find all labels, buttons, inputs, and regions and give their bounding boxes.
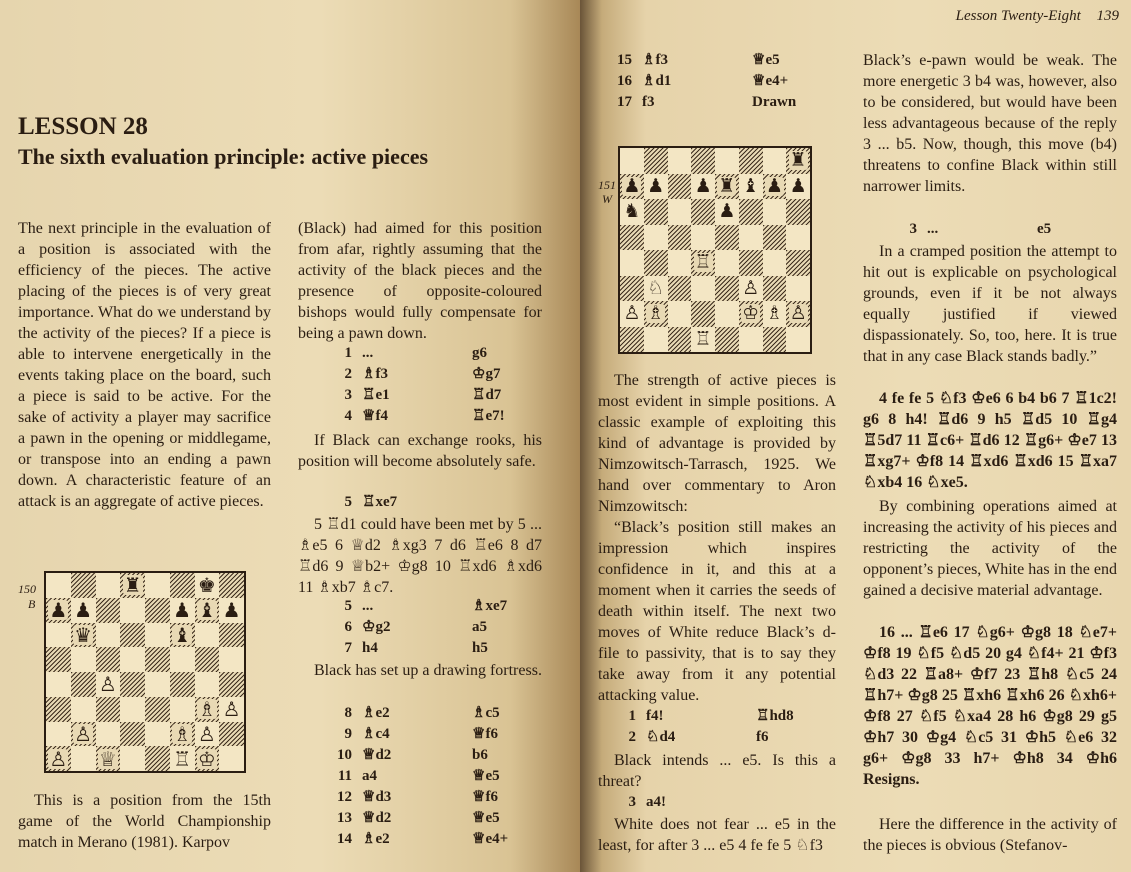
board-square — [786, 174, 810, 200]
board-square — [46, 722, 71, 747]
board-square — [644, 327, 668, 353]
move-number: 12 — [337, 789, 352, 805]
board-square — [145, 647, 170, 672]
chess-piece-icon: ♙ — [623, 302, 641, 325]
move-number: 3 — [909, 221, 917, 237]
board-square — [120, 598, 145, 623]
board-square — [96, 746, 121, 771]
black-move: e5 — [1037, 221, 1052, 237]
move-number: 17 — [617, 94, 632, 110]
board-square — [219, 647, 244, 672]
white-move: ♗c4 — [362, 726, 390, 742]
chess-diagram-151 — [618, 146, 812, 354]
board-square — [195, 647, 220, 672]
chess-piece-icon: ♕ — [98, 746, 117, 771]
black-move: ♕e4+ — [472, 831, 509, 847]
move-row — [318, 703, 508, 724]
board-square — [145, 623, 170, 648]
white-move: ♘d4 — [646, 729, 676, 745]
moves-list-8 — [883, 219, 1051, 240]
chess-piece-icon: ♟ — [765, 174, 783, 197]
board-square — [620, 199, 644, 225]
chess-piece-icon: ♟ — [718, 200, 736, 223]
chess-piece-icon: ♝ — [197, 598, 216, 623]
move-row — [598, 92, 796, 113]
board-square — [715, 250, 739, 276]
board-square — [620, 301, 644, 327]
chess-piece-icon: ♙ — [98, 672, 117, 697]
chess-piece-icon: ♙ — [742, 276, 760, 299]
move-row — [602, 706, 794, 727]
moves-list-3 — [318, 596, 507, 659]
move-row — [318, 406, 505, 427]
board-square — [786, 327, 810, 353]
board-square — [195, 623, 220, 648]
chess-piece-icon: ♛ — [74, 622, 93, 647]
moves-list-4 — [318, 703, 508, 850]
white-move: ... — [362, 598, 374, 614]
board-square — [195, 697, 220, 722]
board-square — [120, 623, 145, 648]
black-move: h5 — [472, 640, 488, 656]
board-square — [620, 250, 644, 276]
white-move: h4 — [362, 640, 378, 656]
move-row — [318, 364, 505, 385]
move-number: 9 — [344, 726, 352, 742]
board-square — [219, 672, 244, 697]
right-col1-para3: Black intends ... e5. Is this a threat? — [598, 752, 836, 790]
board-square — [763, 174, 787, 200]
board-square — [96, 672, 121, 697]
board-square — [786, 199, 810, 225]
board-square — [715, 199, 739, 225]
board-square — [739, 250, 763, 276]
white-move: ♗f3 — [642, 52, 668, 68]
black-move: ♗xe7 — [472, 598, 508, 614]
white-move: ♕f4 — [362, 408, 388, 424]
board-square — [145, 672, 170, 697]
chess-piece-icon: ♔ — [742, 302, 760, 325]
move-row — [598, 50, 796, 71]
moves-list-7 — [602, 792, 756, 813]
chess-piece-icon: ♔ — [197, 746, 216, 771]
move-row — [318, 385, 505, 406]
board-square — [644, 301, 668, 327]
board-square — [219, 573, 244, 598]
board-square — [668, 199, 692, 225]
black-move: ♕f6 — [472, 789, 498, 805]
black-move: Drawn — [752, 94, 797, 110]
chess-piece-icon: ♟ — [647, 174, 665, 197]
chess-piece-icon: ♚ — [197, 573, 216, 598]
board-square — [120, 697, 145, 722]
chess-diagram-150 — [44, 571, 246, 773]
board-square — [715, 327, 739, 353]
board-square — [620, 148, 644, 174]
board-square — [739, 199, 763, 225]
board-square — [219, 623, 244, 648]
board-square — [668, 250, 692, 276]
lesson-number: LESSON 28 — [18, 113, 148, 140]
white-move: ♔g2 — [362, 619, 391, 635]
chess-piece-icon: ♝ — [742, 174, 760, 197]
board-square — [71, 697, 96, 722]
move-row — [883, 219, 1051, 240]
board-square — [691, 199, 715, 225]
move-row — [598, 71, 796, 92]
board-square — [739, 174, 763, 200]
board-square — [644, 276, 668, 302]
diagram-151-grid — [620, 148, 810, 352]
move-number: 14 — [337, 831, 352, 847]
board-square — [739, 148, 763, 174]
black-move: ♔g7 — [472, 366, 501, 382]
chess-piece-icon: ♖ — [694, 327, 712, 350]
left-col1-bottom: This is a position from the 15th game of the World Championship match in Merano (1981). Karpov — [18, 792, 271, 851]
move-number: 11 — [337, 768, 352, 784]
right-col1-para1: The strength of active pieces is most evident in simple positions. A classic example of exploiting this kind of advantage is provided by Nimzowitsch-Tarrasch, 1925. We hand over commentary to Aron Nimzowitsch: — [598, 372, 836, 515]
chess-piece-icon: ♟ — [222, 598, 241, 623]
chess-piece-icon: ♙ — [222, 697, 241, 722]
board-square — [71, 647, 96, 672]
move-number: 2 — [344, 366, 352, 382]
board-square — [71, 598, 96, 623]
board-square — [170, 623, 195, 648]
board-square — [739, 276, 763, 302]
left-col2-para3: 5 ♖d1 could have been met by 5 ... ♗e5 6 ♕d2 ♗xg3 7 d6 ♖e6 8 d7 ♖d6 9 ♕b2+ ♔g8 10 ♖xd6 ♗xd6 11 ♗xb7 ♗c7. — [298, 516, 542, 596]
page-number: 139 — [1096, 8, 1119, 24]
board-square — [739, 225, 763, 251]
moves-list-1 — [318, 343, 505, 427]
black-move: ♖d7 — [472, 387, 502, 403]
board-square — [46, 647, 71, 672]
move-row — [318, 829, 508, 850]
diagram-150-side: B — [28, 597, 36, 611]
move-row — [318, 745, 508, 766]
black-move: ♕e4+ — [752, 73, 789, 89]
board-square — [644, 199, 668, 225]
white-move: ... — [927, 221, 939, 237]
board-square — [145, 746, 170, 771]
white-move: a4 — [362, 768, 377, 784]
board-square — [786, 148, 810, 174]
board-square — [739, 301, 763, 327]
board-square — [120, 647, 145, 672]
black-move: ♕e5 — [472, 768, 500, 784]
move-number: 7 — [344, 640, 352, 656]
right-page — [580, 0, 1131, 872]
white-move: ♕d2 — [362, 810, 392, 826]
board-square — [46, 623, 71, 648]
move-number: 1 — [344, 345, 352, 361]
board-square — [170, 746, 195, 771]
board-square — [691, 250, 715, 276]
board-square — [691, 301, 715, 327]
board-square — [145, 598, 170, 623]
chess-piece-icon: ♙ — [789, 302, 807, 325]
chess-piece-icon: ♗ — [173, 721, 192, 746]
board-square — [620, 174, 644, 200]
board-square — [219, 722, 244, 747]
move-number: 1 — [628, 708, 636, 724]
white-move: ... — [362, 345, 374, 361]
board-square — [715, 276, 739, 302]
running-header — [956, 8, 1119, 25]
board-square — [668, 301, 692, 327]
move-row — [602, 792, 756, 813]
chess-piece-icon: ♝ — [173, 622, 192, 647]
board-square — [46, 672, 71, 697]
move-row — [318, 724, 508, 745]
move-number: 2 — [628, 729, 636, 745]
move-number: 6 — [344, 619, 352, 635]
diagram-150-grid — [46, 573, 244, 771]
right-col1-para4: White does not fear ... e5 in the least, for after 3 ... e5 4 fe fe 5 ♘f3 — [598, 816, 836, 854]
board-square — [691, 327, 715, 353]
board-square — [219, 697, 244, 722]
board-square — [96, 647, 121, 672]
board-square — [620, 225, 644, 251]
move-row — [318, 343, 505, 364]
board-square — [96, 598, 121, 623]
right-col2-para1: Black’s e-pawn would be weak. The more energetic 3 b4 was, however, also to be considered, but would have been less advantageous because of the reply 3 ... b5. Now, though, this move (b4) threatens to confine Black within still narrower limits. — [863, 52, 1117, 195]
right-col1-para2: “Black’s position still makes an impression which inspires confidence in it, and this at a moment when it carries the seeds of death within itself. The next two moves of White reduce Black’s d-file to passivity, that is to say they take away from it any potential attacking value. — [598, 519, 836, 704]
board-square — [668, 148, 692, 174]
chess-piece-icon: ♗ — [765, 302, 783, 325]
board-square — [786, 225, 810, 251]
black-move: b6 — [472, 747, 488, 763]
moves-list-6 — [602, 706, 794, 748]
board-square — [71, 672, 96, 697]
board-square — [120, 672, 145, 697]
black-move: a5 — [472, 619, 487, 635]
board-square — [219, 598, 244, 623]
right-col2-para5: 16 ... ♖e6 17 ♘g6+ ♔g8 18 ♘e7+ ♔f8 19 ♘f5 ♘d5 20 g4 ♘f4+ 21 ♔f3 ♘d3 22 ♖a8+ ♔f7 23 ♖h8 ♘c5 24 ♖h7+ ♔g8 25 ♖xh6 ♖xh6 26 ♘xh6+ ♔f8 27 ♘f5 ♘xa4 28 h6 ♔g8 29 g5 ♔h7 30 ♔g4 ♘c5 31 ♔h5 ♘e6 32 g6+ ♔g8 33 h7+ ♔h8 34 ♔h6 Resigns. — [863, 624, 1117, 788]
board-square — [96, 573, 121, 598]
black-move: ♕e5 — [752, 52, 780, 68]
move-row — [318, 808, 508, 829]
moves-list-5 — [598, 50, 796, 113]
white-move: ♗e2 — [362, 705, 390, 721]
board-square — [145, 573, 170, 598]
board-square — [170, 722, 195, 747]
board-square — [786, 276, 810, 302]
chess-piece-icon: ♗ — [647, 302, 665, 325]
white-move: ♗d1 — [642, 73, 672, 89]
board-square — [715, 148, 739, 174]
board-square — [170, 697, 195, 722]
board-square — [195, 672, 220, 697]
board-square — [46, 746, 71, 771]
chess-piece-icon: ♟ — [173, 598, 192, 623]
move-number: 10 — [337, 747, 352, 763]
board-square — [46, 598, 71, 623]
right-col2-para6: Here the difference in the activity of the pieces is obvious (Stefanov- — [863, 816, 1117, 854]
move-number: 3 — [344, 387, 352, 403]
board-square — [71, 573, 96, 598]
running-title: Lesson Twenty-Eight — [955, 8, 1081, 24]
chess-piece-icon: ♙ — [49, 746, 68, 771]
left-col2-para2: If Black can exchange rooks, his position will become absolutely safe. — [298, 432, 542, 470]
move-row — [318, 596, 507, 617]
move-row — [602, 727, 794, 748]
board-square — [644, 174, 668, 200]
white-move: ♖xe7 — [362, 494, 398, 510]
board-square — [195, 598, 220, 623]
chess-piece-icon: ♖ — [173, 746, 192, 771]
black-move: g6 — [472, 345, 487, 361]
board-square — [763, 148, 787, 174]
board-square — [620, 327, 644, 353]
board-square — [691, 148, 715, 174]
board-square — [170, 598, 195, 623]
chess-piece-icon: ♞ — [623, 200, 641, 223]
right-col2-para2: In a cramped position the attempt to hit out is explicable on psychological grounds, even if it be not always equally justified if viewed dispassionately. So, too, here. It is true that in any case Black stands badly.” — [863, 243, 1117, 365]
board-square — [620, 276, 644, 302]
board-square — [46, 697, 71, 722]
board-square — [96, 697, 121, 722]
board-square — [71, 746, 96, 771]
board-square — [46, 573, 71, 598]
board-square — [668, 276, 692, 302]
chess-piece-icon: ♟ — [49, 598, 68, 623]
board-square — [763, 301, 787, 327]
chess-piece-icon: ♙ — [74, 721, 93, 746]
board-square — [170, 647, 195, 672]
board-square — [145, 722, 170, 747]
black-move: ♕e5 — [472, 810, 500, 826]
diagram-150-number: 150 — [18, 582, 36, 596]
white-move: ♗f3 — [362, 366, 388, 382]
chess-piece-icon: ♟ — [694, 174, 712, 197]
board-square — [120, 722, 145, 747]
board-square — [96, 722, 121, 747]
board-square — [195, 746, 220, 771]
board-square — [763, 225, 787, 251]
board-square — [668, 225, 692, 251]
board-square — [170, 573, 195, 598]
chess-piece-icon: ♙ — [197, 721, 216, 746]
board-square — [763, 199, 787, 225]
board-square — [170, 672, 195, 697]
move-row — [318, 617, 507, 638]
board-square — [120, 573, 145, 598]
moves-list-2 — [318, 492, 472, 513]
board-square — [71, 623, 96, 648]
diagram-151-number: 151 — [598, 178, 616, 192]
board-square — [786, 250, 810, 276]
board-square — [715, 301, 739, 327]
move-number: 16 — [617, 73, 632, 89]
white-move: ♕d3 — [362, 789, 392, 805]
black-move: ♖e7! — [472, 408, 505, 424]
board-square — [691, 276, 715, 302]
board-square — [786, 301, 810, 327]
board-square — [120, 746, 145, 771]
board-square — [763, 250, 787, 276]
board-square — [715, 174, 739, 200]
board-square — [145, 697, 170, 722]
board-square — [668, 174, 692, 200]
board-square — [763, 276, 787, 302]
move-row — [318, 766, 508, 787]
board-square — [763, 327, 787, 353]
white-move: ♕d2 — [362, 747, 392, 763]
chess-piece-icon: ♖ — [694, 251, 712, 274]
move-row — [318, 492, 472, 513]
lesson-title: The sixth evaluation principle: active pieces — [18, 144, 429, 169]
white-move: f3 — [642, 94, 655, 110]
move-number: 8 — [344, 705, 352, 721]
move-number: 3 — [628, 794, 636, 810]
right-col2-para4: By combining operations aimed at increasing the activity of his pieces and restricting the activity of the opponent’s pieces, White has in the end gained a decisive material advantage. — [863, 498, 1117, 599]
diagram-151-side: W — [602, 192, 612, 206]
move-row — [318, 787, 508, 808]
lesson-heading — [18, 112, 518, 172]
chess-piece-icon: ♟ — [74, 598, 93, 623]
move-number: 15 — [617, 52, 632, 68]
board-square — [195, 722, 220, 747]
board-square — [691, 225, 715, 251]
move-number: 5 — [344, 598, 352, 614]
right-col2-para3: 4 fe fe 5 ♘f3 ♔e6 6 b4 b6 7 ♖1c2! g6 8 h4! ♖d6 9 h5 ♖d5 10 ♖g4 ♖5d7 11 ♖c6+ ♖d6 12 ♖g6+ ♔e7 13 ♖xg7+ ♔f8 14 ♖xd6 ♖xd6 15 ♖xa7 ♘xb4 16 ♘xe5. — [863, 390, 1117, 491]
board-square — [71, 722, 96, 747]
chess-piece-icon: ♜ — [789, 149, 807, 172]
left-col2-para4: Black has set up a drawing fortress. — [314, 662, 542, 679]
move-number: 4 — [344, 408, 352, 424]
chess-piece-icon: ♘ — [647, 276, 665, 299]
move-row — [318, 638, 507, 659]
black-move: ♖hd8 — [756, 708, 794, 724]
black-move: f6 — [756, 729, 769, 745]
left-col2-para1: (Black) had aimed for this position from afar, rightly assuming that the activity of the black pieces and the presence of opposite-coloured bishops would fully compensate for being a pawn down. — [298, 220, 542, 342]
board-square — [668, 327, 692, 353]
board-square — [644, 225, 668, 251]
move-number: 13 — [337, 810, 352, 826]
board-square — [219, 746, 244, 771]
chess-piece-icon: ♜ — [718, 174, 736, 197]
chess-piece-icon: ♟ — [623, 174, 641, 197]
chess-piece-icon: ♗ — [197, 697, 216, 722]
chess-piece-icon: ♟ — [789, 174, 807, 197]
board-square — [644, 250, 668, 276]
left-col1-para: The next principle in the evaluation of a position is associated with the efficiency of the pieces. The active placing of the pieces is of very great importance. What do we understand by the activity of the pieces? If a piece is able to intervene energetically in the events taking place on the board, such a piece is said to be active. For the sake of activity a player may sacrifice a pawn in the opening or middlegame, or transpose into an ending a pawn down. A characteristic feature of an attack is an aggregate of active pieces. — [18, 220, 271, 510]
board-square — [739, 327, 763, 353]
white-move: f4! — [646, 708, 664, 724]
white-move: a4! — [646, 794, 666, 810]
board-square — [195, 573, 220, 598]
chess-piece-icon: ♜ — [123, 573, 142, 598]
board-square — [691, 174, 715, 200]
black-move: ♕f6 — [472, 726, 498, 742]
move-number: 5 — [344, 494, 352, 510]
black-move: ♗c5 — [472, 705, 500, 721]
white-move: ♗e2 — [362, 831, 390, 847]
board-square — [715, 225, 739, 251]
white-move: ♖e1 — [362, 387, 390, 403]
board-square — [96, 623, 121, 648]
board-square — [644, 148, 668, 174]
